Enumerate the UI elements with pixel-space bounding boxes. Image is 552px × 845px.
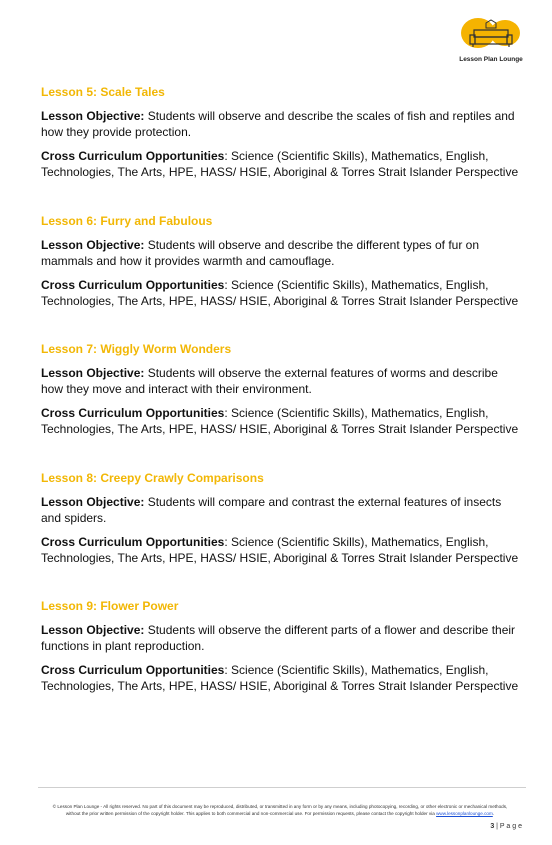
lesson-title: Lesson 8: Creepy Crawly Comparisons: [41, 470, 264, 485]
lesson-title: Lesson 5: Scale Tales: [41, 85, 165, 99]
lesson-block: [41, 214, 521, 343]
cross-label: Cross Curriculum Opportunities: [41, 534, 225, 549]
lesson-block: [41, 85, 521, 214]
sofa-icon: [461, 16, 521, 56]
lesson-block: [41, 599, 521, 728]
objective-label: Lesson Objective:: [41, 109, 145, 123]
lesson-cross-curriculum: [41, 277, 521, 309]
lesson-block: [41, 342, 521, 471]
copyright-text: © Lesson Plan Lounge - All rights reserved. No part of this document may be reproduced, distributed, or transmitted in any form or by any means, including photocopying, recording, or other electronic or mechanical methods, without the prior written permission of the copyright holder. This applies to both commercial and non-commercial use. For permission requests, please contact the copyright holder via: [52, 804, 508, 816]
footer-divider: [38, 787, 526, 788]
objective-label: Lesson Objective:: [41, 623, 145, 637]
page-number-value: 3: [490, 823, 495, 830]
cross-text: : Science (Scientific Skills), Mathematics, English, Technologies, The Arts, HPE, HASS/ HSIE, Aboriginal & Torres Strait Islander Perspective: [41, 534, 519, 565]
objective-text: Students will observe and describe the different types of fur on mammals and how it provides warmth and camouflage.: [41, 237, 480, 268]
lesson-list: [41, 85, 521, 728]
cross-label: Cross Curriculum Opportunities: [41, 663, 225, 677]
lesson-title: Lesson 7: Wiggly Worm Wonders: [41, 342, 232, 356]
cross-text: : Science (Scientific Skills), Mathematics, English, Technologies, The Arts, HPE, HASS/ HSIE, Aboriginal & Torres Strait Islander Perspective: [41, 663, 519, 693]
lesson-cross-curriculum: [41, 148, 521, 180]
lesson-objective: [41, 365, 521, 397]
cross-label: Cross Curriculum Opportunities: [41, 149, 225, 163]
brand-name: Lesson Plan Lounge: [459, 56, 523, 63]
objective-label: Lesson Objective:: [41, 494, 145, 509]
brand-logo: [456, 16, 526, 72]
page-number: [490, 823, 522, 830]
lesson-cross-curriculum: [41, 662, 521, 694]
lesson-cross-curriculum: [41, 405, 521, 437]
lesson-title: Lesson 6: Furry and Fabulous: [41, 213, 213, 228]
lesson-title: Lesson 9: Flower Power: [41, 599, 179, 613]
cross-text: : Science (Scientific Skills), Mathematics, English, Technologies, The Arts, HPE, HASS/ HSIE, Aboriginal & Torres Strait Islander Perspective: [41, 149, 519, 179]
objective-text: Students will observe and describe the scales of fish and reptiles and how they provide protection.: [41, 109, 515, 139]
website-link[interactable]: www.lessonplanlounge.com: [436, 811, 493, 816]
lesson-objective: [41, 494, 521, 526]
lesson-objective: [41, 622, 521, 654]
cross-text: : Science (Scientific Skills), Mathematics, English, Technologies, The Arts, HPE, HASS/ HSIE, Aboriginal & Torres Strait Islander Perspective: [41, 277, 519, 308]
cross-label: Cross Curriculum Opportunities: [41, 406, 225, 420]
objective-text: Students will observe the external features of worms and describe how they move and interact with their environment.: [41, 366, 498, 396]
objective-text: Students will observe the different parts of a flower and describe their functions in plant reproduction.: [41, 623, 516, 653]
lesson-block: [41, 471, 521, 600]
page-label: | P a g e: [496, 823, 522, 830]
objective-label: Lesson Objective:: [41, 237, 145, 252]
lesson-cross-curriculum: [41, 534, 521, 566]
cross-label: Cross Curriculum Opportunities: [41, 277, 225, 292]
lesson-objective: [41, 237, 521, 269]
footer-copyright: © Lesson Plan Lounge - All rights reserved. No part of this document may be reproduced, distributed, or transmitted in any form or by any means, including photocopying, recording, or other electronic or mechanical methods, without the prior written permission of the copyright holder. This applies to both commercial and non-commercial use. For permission requests, please contact the copyright holder via www.lessonplanlounge.com.: [52, 804, 508, 816]
lesson-objective: [41, 108, 521, 140]
objective-text: Students will compare and contrast the external features of insects and spiders.: [41, 494, 502, 525]
cross-text: : Science (Scientific Skills), Mathematics, English, Technologies, The Arts, HPE, HASS/ HSIE, Aboriginal & Torres Strait Islander Perspective: [41, 406, 519, 436]
objective-label: Lesson Objective:: [41, 366, 145, 380]
